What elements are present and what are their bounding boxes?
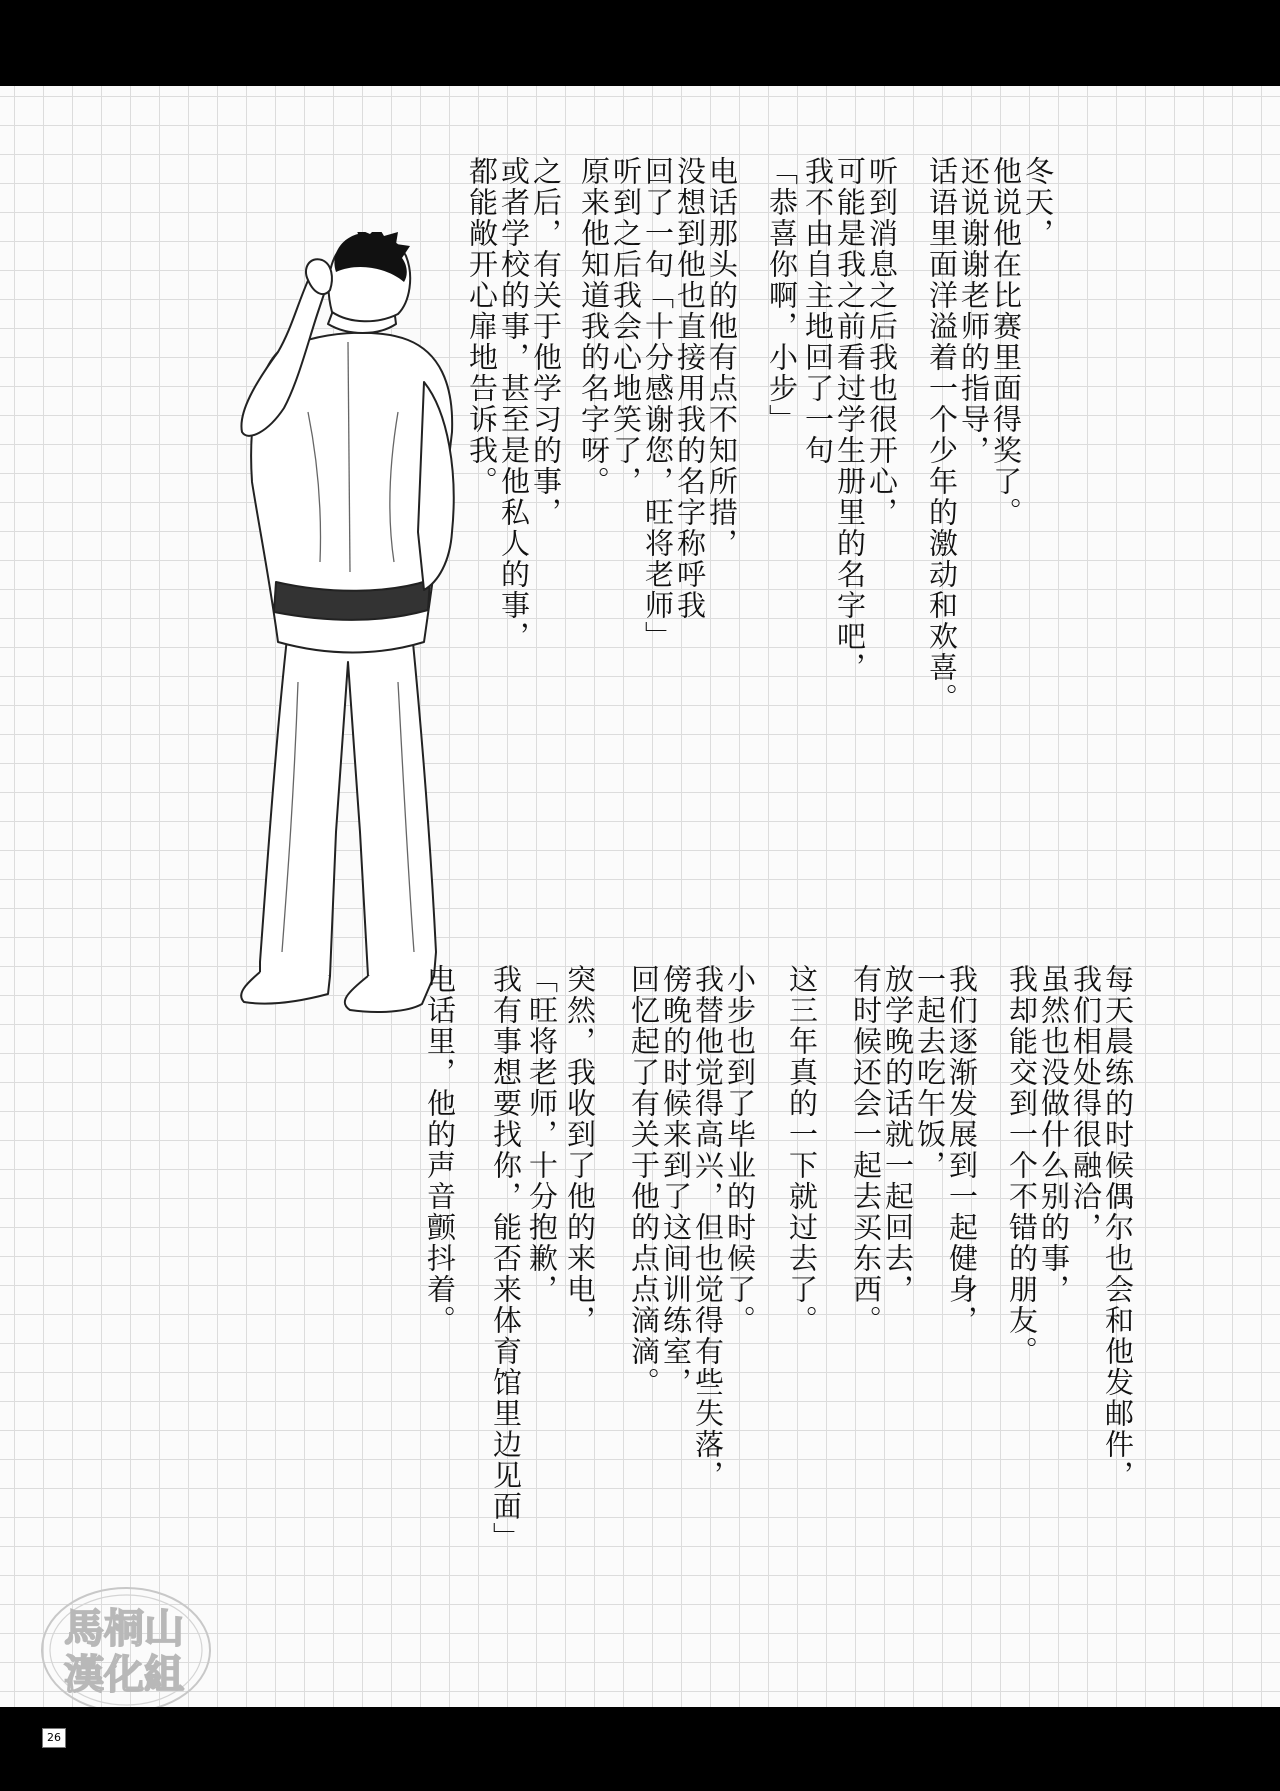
text-column: 小步也到了毕业的时候了。 [723,964,757,1336]
bottom-black-border [0,1707,1280,1791]
top-black-border [0,0,1280,86]
text-column: 都能敞开心扉地告诉我。 [465,156,499,497]
svg-text:漢化組: 漢化組 [64,1651,184,1698]
text-column: 话语里面洋溢着一个少年的激动和欢喜。 [925,156,959,714]
text-column: 每天晨练的时候偶尔也会和他发邮件， [1101,964,1135,1491]
text-column: 「旺将老师，十分抱歉， [525,964,559,1305]
text-column: 或者学校的事，甚至是他私人的事， [497,156,531,652]
judoka-illustration [238,232,478,1022]
page-number: 26 [42,1728,66,1748]
text-column: 听到消息之后我也很开心， [865,156,899,528]
text-column: 我们相处得很融洽， [1069,964,1103,1243]
text-column: 我们逐渐发展到一起健身， [945,964,979,1336]
text-column: 突然，我收到了他的来电， [563,964,597,1336]
text-column: 原来他知道我的名字呀。 [577,156,611,497]
text-column: 我有事想要找你，能否来体育馆里边见面」 [489,964,523,1553]
text-column: 放学晚的话就一起回去， [881,964,915,1305]
text-column: 我不由自主地回了一句 [801,156,835,466]
text-column: 一起去吃午饭， [913,964,947,1181]
text-column: 有时候还会一起去买东西。 [849,964,883,1336]
group-watermark-seal [40,1584,212,1716]
text-column: 这三年真的一下就过去了。 [785,964,819,1336]
text-column: 还说谢谢老师的指导， [957,156,991,466]
text-column: 虽然也没做什么别的事， [1037,964,1071,1305]
text-column: 傍晚的时候来到了这间训练室， [659,964,693,1398]
judoka-back-view-drawing [238,232,478,1022]
text-column: 回忆起了有关于他的点点滴滴。 [627,964,661,1398]
text-column: 之后，有关于他学习的事， [529,156,563,528]
text-column: 我却能交到一个不错的朋友。 [1005,964,1039,1367]
text-column: 电话里，他的声音颤抖着。 [423,964,457,1336]
text-column: 「恭喜你啊，小步」 [765,156,799,435]
text-column: 冬天， [1021,156,1055,249]
text-column: 他说他在比赛里面得奖了。 [989,156,1023,528]
text-column: 没想到他也直接用我的名字称呼我 [673,156,707,621]
text-column: 回了一句「十分感谢您，旺将老师」 [641,156,675,652]
text-column: 我替他觉得高兴，但也觉得有些失落， [691,964,725,1491]
svg-text:馬桐山: 馬桐山 [64,1605,184,1652]
text-column: 听到之后我会心地笑了， [609,156,643,497]
text-column: 可能是我之前看过学生册里的名字吧， [833,156,867,683]
notebook-page [0,86,1280,1707]
text-column: 电话那头的他有点不知所措， [705,156,739,559]
